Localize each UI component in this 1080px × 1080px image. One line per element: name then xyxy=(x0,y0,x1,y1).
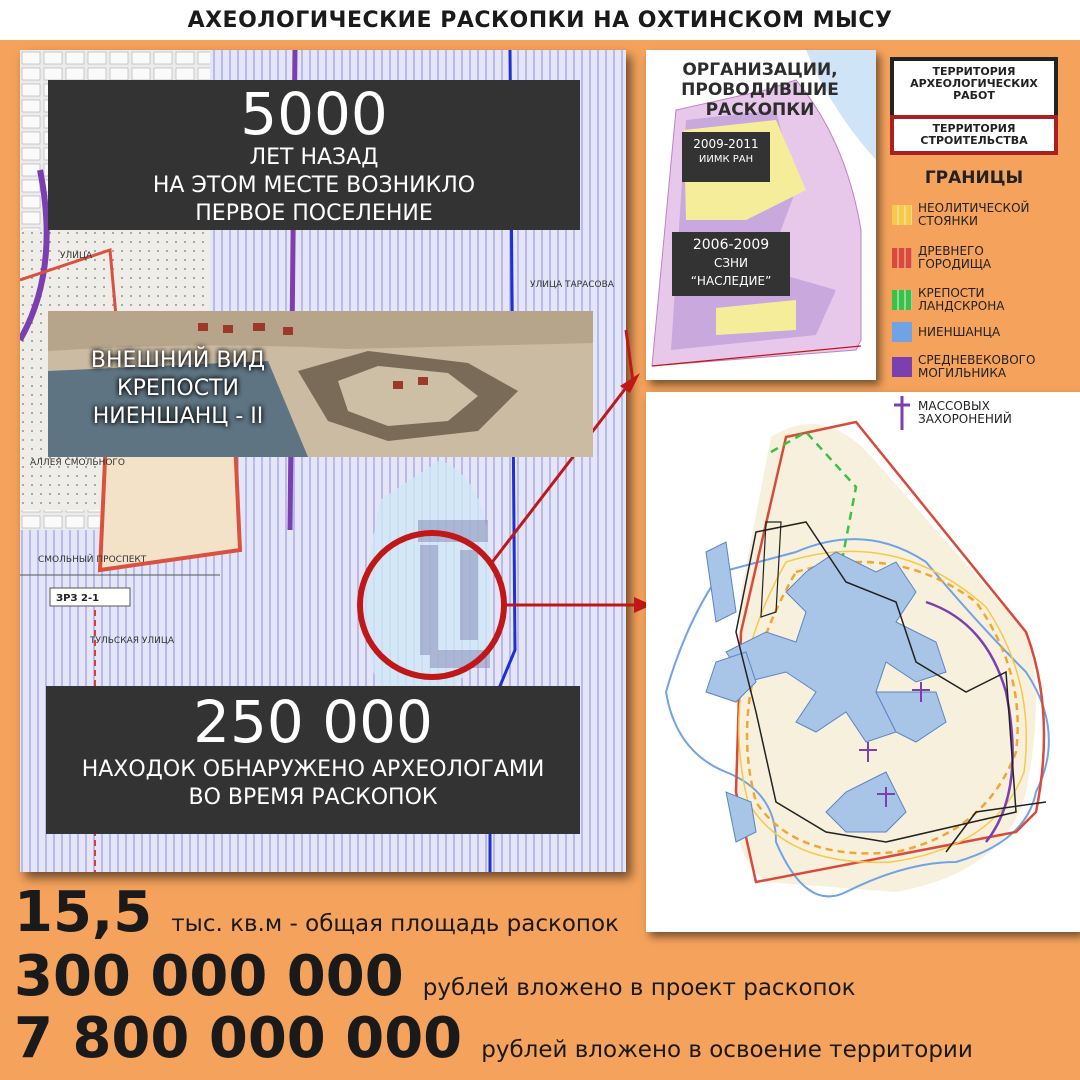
dashed-swatch-icon xyxy=(892,248,912,268)
solid-swatch-icon xyxy=(892,357,912,377)
finds-line2: ВО ВРЕМЯ РАСКОПОК xyxy=(188,785,438,810)
stat-number: 15,5 xyxy=(14,880,153,945)
legend-archaeology-line1: ТЕРРИТОРИЯ xyxy=(932,65,1016,78)
legend-item xyxy=(892,354,1035,380)
street-label: ТУЛЬСКАЯ УЛИЦА xyxy=(90,636,174,646)
years-ago-line1: ЛЕТ НАЗАД xyxy=(249,145,379,170)
street-label: УЛИЦА ТАРАСОВА xyxy=(530,280,614,290)
page-title: АХЕОЛОГИЧЕСКИЕ РАСКОПКИ НА ОХТИНСКОМ МЫСУ xyxy=(0,0,1080,40)
legend-archaeology-line3: РАБОТ xyxy=(953,89,995,102)
legend-item-line1: ДРЕВНЕГО xyxy=(918,244,984,258)
years-ago-number: 5000 xyxy=(240,80,388,148)
years-ago-line2: НА ЭТОМ МЕСТЕ ВОЗНИКЛО xyxy=(152,173,476,198)
years-ago-box xyxy=(48,80,580,230)
fortress-plan-panel xyxy=(646,392,1080,932)
dashed-swatch-icon xyxy=(892,205,912,225)
legend-construction-box xyxy=(890,115,1058,155)
legend-archaeology-box xyxy=(890,57,1058,119)
finds-number: 250 000 xyxy=(193,688,433,756)
legend-item-line1: СРЕДНЕВЕКОВОГО xyxy=(918,353,1036,367)
street-label: УЛИЦА xyxy=(60,251,93,261)
organizations-title-line1: ОРГАНИЗАЦИИ, xyxy=(682,60,838,80)
organizations-title-line3: РАСКОПКИ xyxy=(705,100,815,120)
fortress-caption xyxy=(68,347,288,431)
organizations-title xyxy=(650,60,870,120)
legend-item xyxy=(892,287,1004,313)
finds-box xyxy=(46,686,580,834)
legend-item-line1: НЕОЛИТИЧЕСКОЙ xyxy=(918,201,1030,215)
legend-item-line2: МОГИЛЬНИКА xyxy=(918,366,1007,380)
org1-years: 2009-2011 xyxy=(693,137,759,151)
fortress-line1: ВНЕШНИЙ ВИД xyxy=(90,348,266,373)
legend-item-line2: ЛАНДСКРОНА xyxy=(918,299,1005,313)
zone-label: ЗРЗ 2-1 xyxy=(56,593,100,604)
street-label: АЛЛЕЯ СМОЛЬНОГО xyxy=(30,458,125,468)
fortress-plan-graphic xyxy=(646,392,1080,932)
stat-text: тыс. кв.м - общая площадь раскопок xyxy=(171,911,619,937)
years-ago-line3: ПЕРВОЕ ПОСЕЛЕНИЕ xyxy=(195,201,433,226)
org1-box xyxy=(682,132,770,182)
legend-item-line1: КРЕПОСТИ xyxy=(918,286,985,300)
fortress-line2: КРЕПОСТИ xyxy=(117,376,239,401)
stat-row-area xyxy=(14,880,619,945)
legend-construction-line1: ТЕРРИТОРИЯ xyxy=(932,122,1016,135)
stat-text: рублей вложено в освоение территории xyxy=(481,1037,973,1063)
legend-item-line1: МАССОВЫХ xyxy=(918,399,990,413)
legend-construction-line2: СТРОИТЕЛЬСТВА xyxy=(920,134,1028,147)
legend-item-line2: ГОРОДИЩА xyxy=(918,257,992,271)
legend-item xyxy=(892,245,991,271)
org1-name: ИИМК РАН xyxy=(698,154,754,165)
street-label: СМОЛЬНЫЙ ПРОСПЕКТ xyxy=(38,555,147,565)
org2-sub: “НАСЛЕДИЕ” xyxy=(690,274,772,288)
org2-name: СЗНИ xyxy=(713,256,749,270)
legend-item-line1: НИЕНШАНЦА xyxy=(918,324,1001,339)
organizations-title-line2: ПРОВОДИВШИЕ xyxy=(681,80,839,100)
fortress-line3: НИЕНШАНЦ - II xyxy=(92,404,264,429)
legend-item xyxy=(892,202,1030,228)
finds-line1: НАХОДОК ОБНАРУЖЕНО АРХЕОЛОГАМИ xyxy=(81,757,545,782)
organizations-panel xyxy=(646,50,876,380)
org2-box xyxy=(672,232,790,296)
legend-item-line2: ЗАХОРОНЕНИЙ xyxy=(918,412,1012,426)
legend-borders-title: ГРАНИЦЫ xyxy=(924,168,1024,188)
stat-text: рублей вложено в проект раскопок xyxy=(422,975,856,1001)
stat-row-territory xyxy=(14,1006,973,1071)
cross-icon xyxy=(892,394,912,432)
legend-item xyxy=(892,322,1000,342)
legend-archaeology-line2: АРХЕОЛОГИЧЕСКИХ xyxy=(910,77,1038,90)
stat-row-project xyxy=(14,944,856,1009)
stat-number: 7 800 000 000 xyxy=(14,1006,463,1071)
legend-item xyxy=(892,394,1012,432)
solid-swatch-icon xyxy=(892,322,912,342)
org2-years: 2006-2009 xyxy=(692,237,770,253)
legend-item-line2: СТОЯНКИ xyxy=(918,214,979,228)
stat-number: 300 000 000 xyxy=(14,944,404,1009)
dashed-swatch-icon xyxy=(892,290,912,310)
